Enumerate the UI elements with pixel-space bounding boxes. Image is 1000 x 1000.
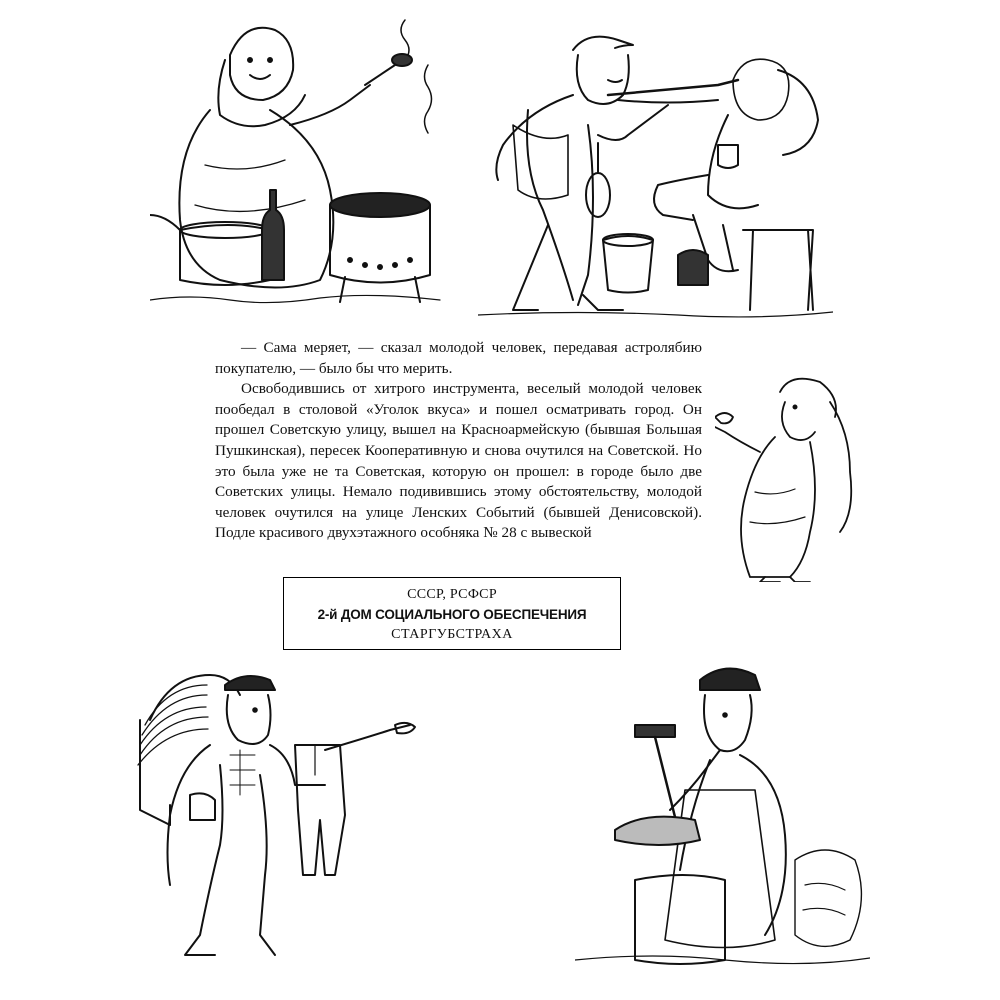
institution-sign — [283, 577, 621, 650]
body-text — [215, 338, 702, 544]
sign-line-1: СССР, РСФСР — [407, 587, 497, 602]
trouser-seller-illustration — [130, 655, 420, 960]
paragraph-1: — Сама меряет, — сказал молодой человек, передавая астролябию покупателю, — было бы что мерить. — [215, 339, 702, 377]
woman-frying-illustration — [150, 15, 450, 315]
sign-line-3: СТАРГУБСТРАХА — [391, 627, 513, 642]
sign-line-2: 2-й ДОМ СОЦИАЛЬНОГО ОБЕСПЕЧЕНИЯ — [317, 607, 587, 622]
beggar-illustration — [715, 372, 860, 582]
street-barber-illustration — [478, 25, 833, 320]
cobbler-illustration — [575, 660, 870, 975]
paragraph-2: Освободившись от хитрого инструмента, веселый молодой человек пообедал в столовой «Уголок вкуса» и пошел осматривать город. Он прошел Советскую улицу, вышел на Красноармейскую (бывшая Большая Пушкинская), пересек Кооперативную и снова очутился на Советской. Но это была уже не та Советская, которую он прошел: в городе было две Советских улицы. Немало подивившись этому обстоятельству, молодой человек очутился на улице Ленских Событий (бывшей Денисовской). Подле красивого двухэтажного особняка № 28 с вывеской — [215, 380, 702, 542]
